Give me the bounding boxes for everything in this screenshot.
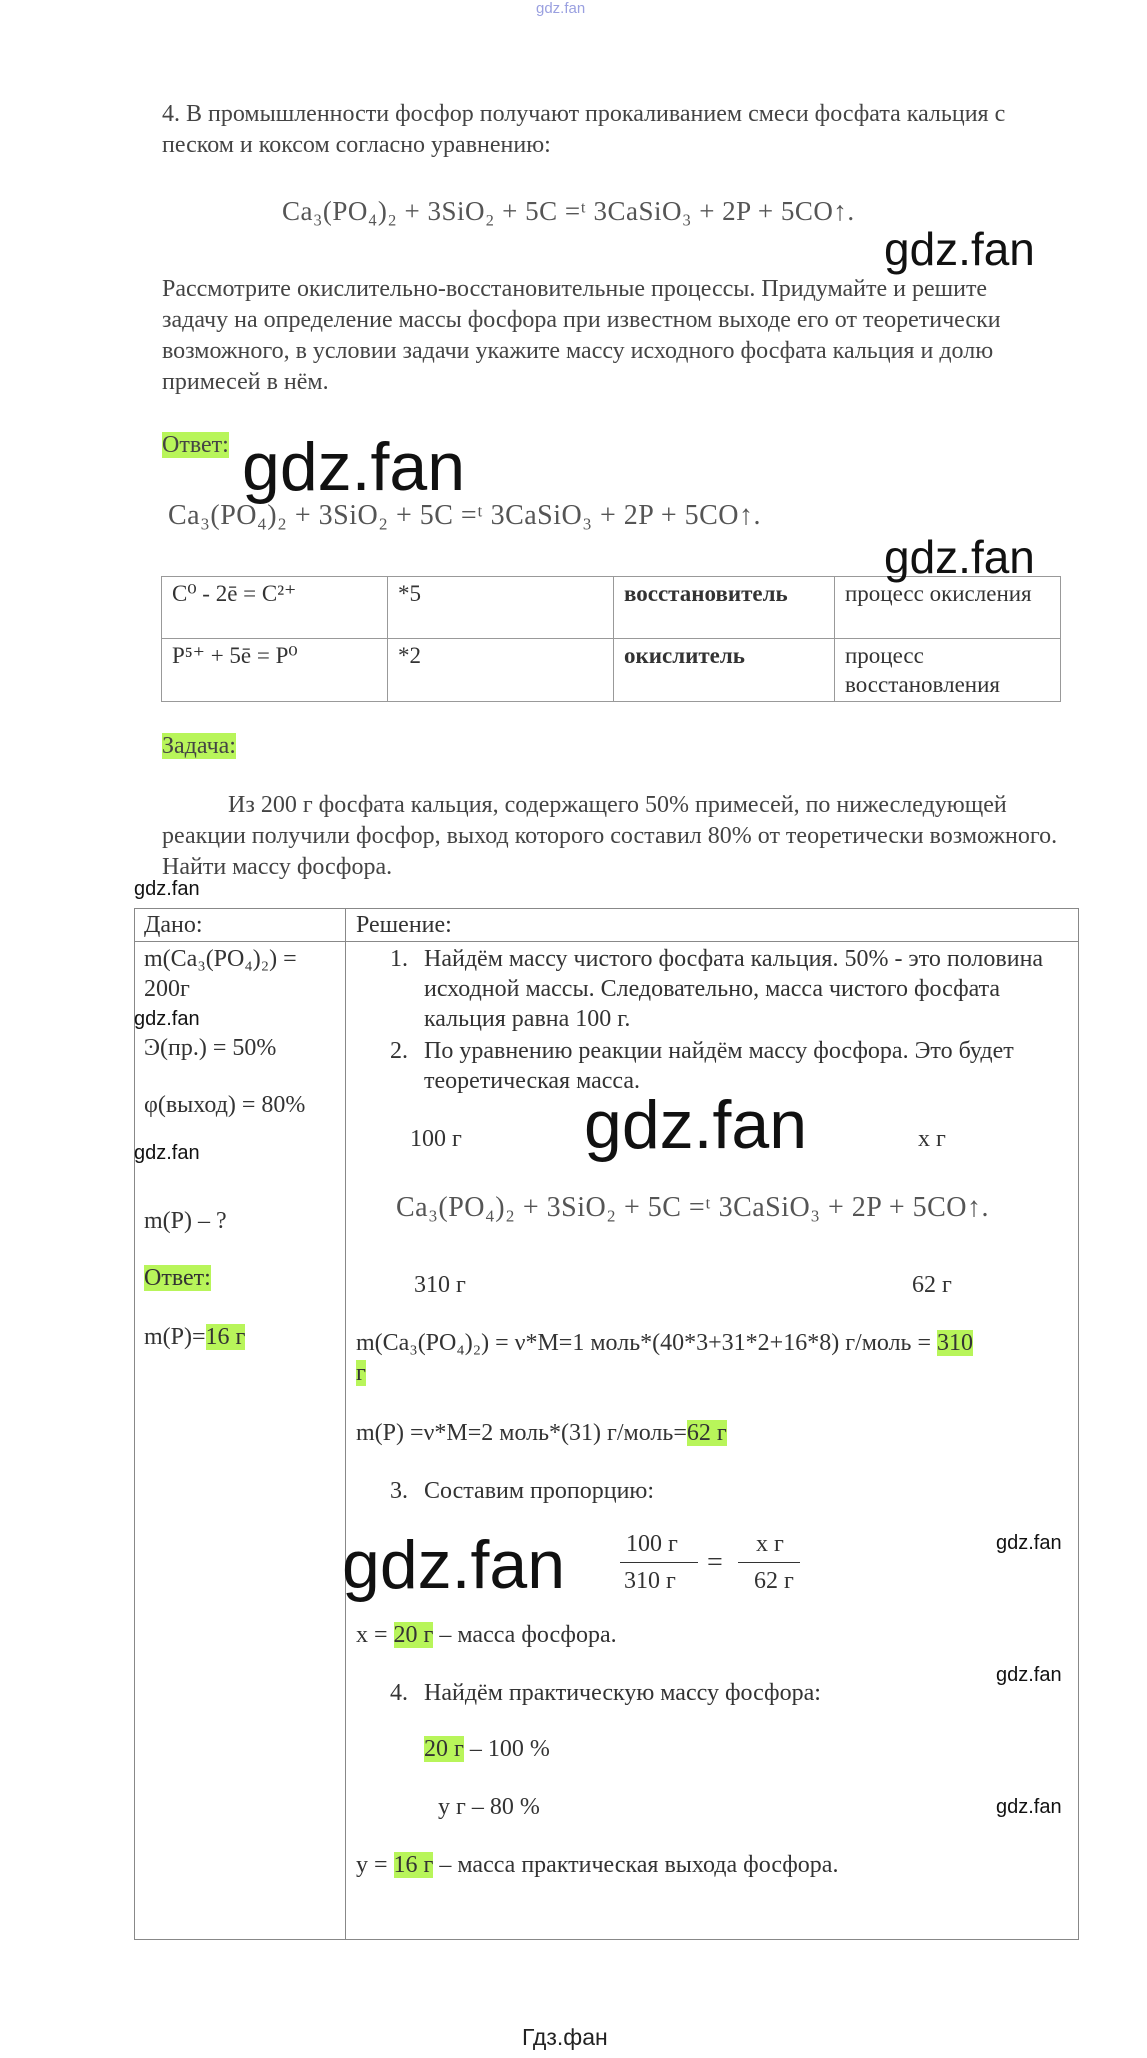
watermark: gdz.fan [134,1142,200,1164]
watermark: gdz.fan [884,223,1035,275]
step1-number: 1. [390,946,408,972]
header-divider [134,941,1079,942]
proportion-line-2: у г – 80 % [438,1794,540,1820]
answer-label: Ответ: [162,432,229,458]
redox-process: процесс окисления [835,577,1061,639]
watermark: gdz.fan [884,531,1035,583]
redox-role: восстановитель [614,577,835,639]
mass-below-product: 62 г [912,1272,952,1298]
watermark: gdz.fan [996,1532,1062,1554]
redox-role: окислитель [614,639,835,702]
redox-factor: *2 [388,639,614,702]
molar-mass-calc-1: m(Ca₃(PO₄)₂) = ν*M=1 моль*(40*3+31*2+16*8) г/моль = 310 г [356,1330,974,1386]
redox-reaction: C⁰ - 2ē = C²⁺ [162,577,388,639]
mass-above-reactant: 100 г [410,1126,462,1152]
step4-text: Найдём практическую массу фосфора: [424,1680,821,1706]
solution-header: Решение: [356,912,452,938]
proportion-line-1: 20 г – 100 % [424,1736,550,1762]
step2-text: По уравнению реакции найдём массу фосфора. Это будет теоретическая масса. [424,1038,1014,1094]
watermark: gdz.fan [134,1008,200,1030]
equals-sign: = [707,1547,723,1578]
given-mass-line1: m(Ca₃(PO₄)₂) = [144,946,297,972]
redox-reaction: P⁵⁺ + 5ē = P⁰ [162,639,388,702]
step1-text: Найдём массу чистого фосфата кальция. 50% - это половина исходной массы. Следовательно, масса чистого фосфата кальция равна 100 г. [424,946,1044,1032]
fraction-left-bar [620,1562,698,1563]
answer-equation: Ca₃(PO₄)₂ + 3SiO₂ + 5C =ᵗ 3CaSiO₃ + 2P + 5CO↑. [168,500,762,531]
given-answer-label: Ответ: [144,1265,211,1291]
watermark: gdz.fan [134,878,200,900]
fraction-right-bar [738,1562,800,1563]
step4-number: 4. [390,1680,408,1706]
watermark: gdz.fan [996,1664,1062,1686]
watermark: gdz.fan [996,1796,1062,1818]
footer-text: Гдз.фан [522,2024,608,2050]
table-row [162,639,1061,702]
step3-text: Составим пропорцию: [424,1478,655,1504]
given-find: m(P) – ? [144,1208,227,1234]
given-mass-line2: 200г [144,976,190,1002]
task-description: Рассмотрите окислительно-восстановительные процессы. Придумайте и решите задачу на определение массы фосфора при известном выходе его от теоретически возможного, в условии задачи укажите массу исходного фосфата кальция и долю примесей в нём. [162,276,1001,395]
redox-factor: *5 [388,577,614,639]
header-watermark: gdz.fan [536,0,586,17]
watermark: gdz.fan [342,1527,566,1603]
watermark: gdz.fan [242,429,466,505]
redox-table [161,576,1061,702]
table-row [162,577,1061,639]
given-impurity: Ͽ(пр.) = 50% [144,1035,277,1061]
fraction-right-denominator: 62 г [754,1568,794,1594]
watermark: gdz.fan [584,1087,808,1163]
redox-process: процесс восстановления [835,639,1061,702]
step2-number: 2. [390,1038,408,1064]
given-answer: m(P)=16 г [144,1324,246,1350]
fraction-left-numerator: 100 г [626,1531,678,1557]
task-label: Задача: [162,733,236,759]
molar-mass-calc-2: m(P) =ν*M=2 моль*(31) г/моль=62 г [356,1420,727,1446]
solution-equation: Ca₃(PO₄)₂ + 3SiO₂ + 5C =ᵗ 3CaSiO₃ + 2P + 5CO↑. [396,1192,990,1223]
task-statement: Из 200 г фосфата кальция, содержащего 50% примесей, по нижеследующей реакции получили фосфор, выход которого составил 80% от теоретически возможного. Найти массу фосфора. [162,792,1058,880]
x-result: x = 20 г – масса фосфора. [356,1622,617,1648]
column-divider [345,908,346,1940]
y-result: y = 16 г – масса практическая выхода фосфора. [356,1852,839,1878]
given-header: Дано: [144,912,203,938]
given-yield: φ(выход) = 80% [144,1092,306,1118]
problem-text: 4. В промышленности фосфор получают прокаливанием смеси фосфата кальция с песком и коксом согласно уравнению: [162,101,1006,158]
problem-equation: Ca₃(PO₄)₂ + 3SiO₂ + 5C =ᵗ 3CaSiO₃ + 2P + 5CO↑. [282,196,855,226]
fraction-left-denominator: 310 г [624,1568,676,1594]
fraction-right-numerator: х г [756,1531,784,1557]
mass-below-reactant: 310 г [414,1272,466,1298]
mass-above-product: х г [918,1126,946,1152]
step3-number: 3. [390,1478,408,1504]
